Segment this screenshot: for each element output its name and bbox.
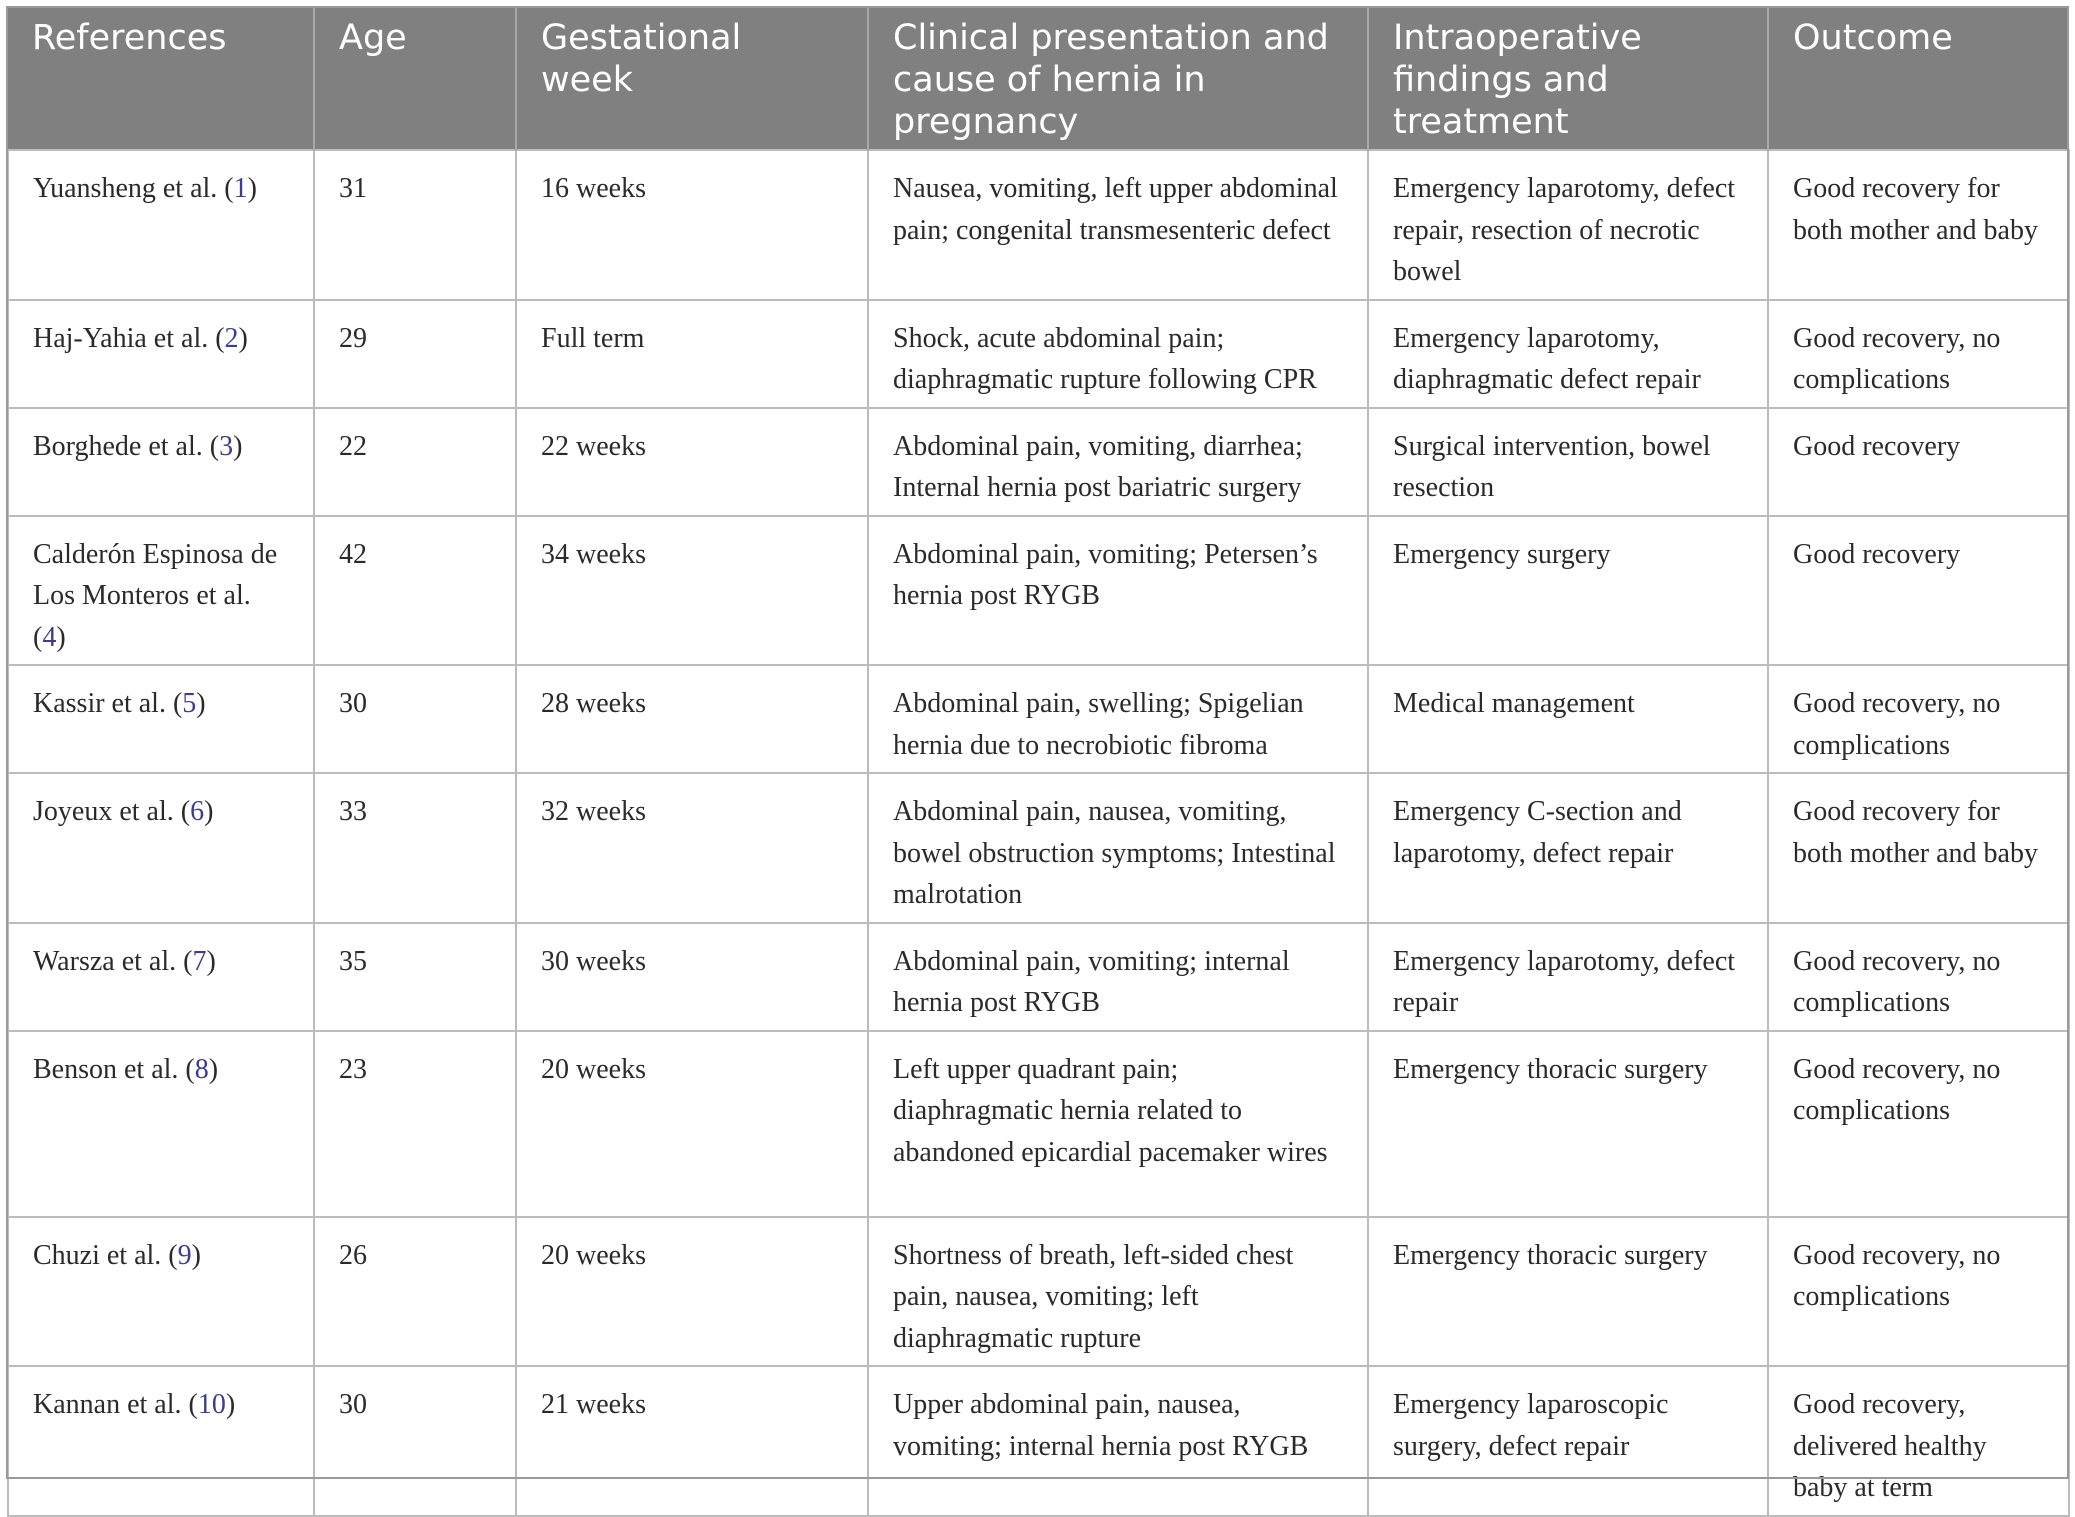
cell-intraoperative-findings: Emergency thoracic surgery <box>1368 1031 1768 1217</box>
table-row <box>8 1366 2069 1516</box>
cell-outcome: Good recovery for both mother and baby <box>1768 773 2069 923</box>
citation-link[interactable]: 4 <box>42 621 57 653</box>
table-row <box>8 516 2069 666</box>
reference-author: Kassir et al. ( <box>33 688 183 719</box>
header-row <box>8 7 2069 150</box>
header-clinical-presentation: Clinical presentation and cause of hernia in pregnancy <box>868 7 1368 150</box>
table-row <box>8 150 2069 300</box>
cell-outcome: Good recovery, delivered healthy baby at term <box>1768 1366 2069 1516</box>
header-intraoperative-findings: Intraoperative findings and treatment <box>1368 7 1768 150</box>
cell-age: 42 <box>314 516 516 666</box>
reference-author: Yuansheng et al. ( <box>33 173 234 204</box>
cell-age: 22 <box>314 408 516 516</box>
reference-author: Warsza et al. ( <box>33 945 193 977</box>
reference-close: ) <box>196 688 206 719</box>
cell-outcome: Good recovery for both mother and baby <box>1768 150 2069 300</box>
cell-reference <box>8 516 314 666</box>
cell-reference <box>8 1217 314 1367</box>
cell-gestational-week: 30 weeks <box>516 923 868 1031</box>
citation-link[interactable]: 2 <box>224 322 239 354</box>
cell-intraoperative-findings: Emergency laparotomy, defect repair <box>1368 923 1768 1031</box>
cell-age: 35 <box>314 923 516 1031</box>
header-age: Age <box>314 7 516 150</box>
cell-gestational-week: 28 weeks <box>516 665 868 773</box>
cell-reference <box>8 408 314 516</box>
reference-close: ) <box>225 1389 236 1420</box>
cell-intraoperative-findings: Emergency laparotomy, defect repair, resection of necrotic bowel <box>1368 150 1768 300</box>
cell-intraoperative-findings: Emergency C-section and laparotomy, defect repair <box>1368 773 1768 923</box>
cell-intraoperative-findings: Emergency laparoscopic surgery, defect repair <box>1368 1366 1768 1516</box>
cell-reference <box>8 1366 314 1516</box>
cell-gestational-week: 20 weeks <box>516 1031 868 1217</box>
cell-gestational-week: 16 weeks <box>516 150 868 300</box>
reference-close: ) <box>206 945 216 977</box>
cell-clinical-presentation: Nausea, vomiting, left upper abdominal pain; congenital transmesenteric defect <box>868 150 1368 300</box>
cell-outcome: Good recovery <box>1768 516 2069 666</box>
table-body <box>8 150 2069 1516</box>
cell-age: 26 <box>314 1217 516 1367</box>
table-row <box>8 1031 2069 1217</box>
reference-close: ) <box>204 796 214 827</box>
reference-author: Haj-Yahia et al. ( <box>33 322 225 354</box>
cell-intraoperative-findings: Emergency thoracic surgery <box>1368 1217 1768 1367</box>
cell-clinical-presentation: Shock, acute abdominal pain; diaphragmatic rupture following CPR <box>868 300 1368 408</box>
cell-clinical-presentation: Abdominal pain, nausea, vomiting, bowel obstruction symptoms; Intestinal malrotation <box>868 773 1368 923</box>
cell-outcome: Good recovery, no complications <box>1768 1031 2069 1217</box>
cell-clinical-presentation: Left upper quadrant pain; diaphragmatic hernia related to abandoned epicardial pacemaker wires <box>868 1031 1368 1217</box>
cell-outcome: Good recovery, no complications <box>1768 923 2069 1031</box>
reference-author: Benson et al. ( <box>33 1053 195 1085</box>
cell-age: 33 <box>314 773 516 923</box>
cell-gestational-week: 20 weeks <box>516 1217 868 1367</box>
table-row <box>8 665 2069 773</box>
reference-close: ) <box>247 173 257 204</box>
cell-age: 30 <box>314 1366 516 1516</box>
cell-reference <box>8 923 314 1031</box>
cell-gestational-week: 21 weeks <box>516 1366 868 1516</box>
table-row <box>8 923 2069 1031</box>
citation-link[interactable]: 5 <box>182 688 197 719</box>
citation-link[interactable]: 6 <box>190 796 205 827</box>
citation-link[interactable]: 8 <box>194 1053 209 1085</box>
cell-outcome: Good recovery, no complications <box>1768 1217 2069 1367</box>
reference-close: ) <box>191 1239 201 1271</box>
cell-outcome: Good recovery, no complications <box>1768 665 2069 773</box>
reference-close: ) <box>233 430 243 462</box>
cell-reference <box>8 150 314 300</box>
table-row <box>8 773 2069 923</box>
cell-clinical-presentation: Abdominal pain, swelling; Spigelian hernia due to necrobiotic fibroma <box>868 665 1368 773</box>
reference-close: ) <box>56 621 66 653</box>
cell-age: 30 <box>314 665 516 773</box>
citation-link[interactable]: 7 <box>192 945 207 977</box>
cell-outcome: Good recovery, no complications <box>1768 300 2069 408</box>
citation-link[interactable]: 1 <box>233 173 248 204</box>
reference-author: Joyeux et al. ( <box>33 796 191 827</box>
cell-intraoperative-findings: Emergency surgery <box>1368 516 1768 666</box>
reference-author: Calderón Espinosa de Los Monteros et al. ( <box>33 538 278 653</box>
cell-clinical-presentation: Abdominal pain, vomiting; internal hernia post RYGB <box>868 923 1368 1031</box>
cell-reference <box>8 1031 314 1217</box>
header-references: References <box>8 7 314 150</box>
cell-intraoperative-findings: Medical management <box>1368 665 1768 773</box>
cell-reference <box>8 665 314 773</box>
citation-link[interactable]: 9 <box>177 1239 192 1271</box>
cell-age: 31 <box>314 150 516 300</box>
cell-clinical-presentation: Upper abdominal pain, nausea, vomiting; internal hernia post RYGB <box>868 1366 1368 1516</box>
reference-close: ) <box>238 322 248 354</box>
cell-clinical-presentation: Abdominal pain, vomiting, diarrhea; Internal hernia post bariatric surgery <box>868 408 1368 516</box>
reference-author: Borghede et al. ( <box>33 430 220 462</box>
citation-link[interactable]: 10 <box>197 1389 226 1420</box>
table-row <box>8 300 2069 408</box>
header-outcome: Outcome <box>1768 7 2069 150</box>
cell-age: 29 <box>314 300 516 408</box>
cell-gestational-week: 22 weeks <box>516 408 868 516</box>
cell-intraoperative-findings: Emergency laparotomy, diaphragmatic defect repair <box>1368 300 1768 408</box>
cell-reference <box>8 300 314 408</box>
table-row <box>8 1217 2069 1367</box>
cell-clinical-presentation: Abdominal pain, vomiting; Petersen’s hernia post RYGB <box>868 516 1368 666</box>
reference-close: ) <box>208 1053 219 1085</box>
table-header <box>8 7 2069 150</box>
cell-outcome: Good recovery <box>1768 408 2069 516</box>
cell-gestational-week: Full term <box>516 300 868 408</box>
cell-reference <box>8 773 314 923</box>
cell-age: 23 <box>314 1031 516 1217</box>
cell-intraoperative-findings: Surgical intervention, bowel resection <box>1368 408 1768 516</box>
header-gestational-week: Gestational week <box>516 7 868 150</box>
cell-clinical-presentation: Shortness of breath, left-sided chest pain, nausea, vomiting; left diaphragmatic rupture <box>868 1217 1368 1367</box>
references-table <box>7 7 2070 1517</box>
cell-gestational-week: 32 weeks <box>516 773 868 923</box>
reference-author: Chuzi et al. ( <box>33 1239 178 1271</box>
table-row <box>8 408 2069 516</box>
cell-gestational-week: 34 weeks <box>516 516 868 666</box>
citation-link[interactable]: 3 <box>219 430 234 462</box>
reference-author: Kannan et al. ( <box>33 1389 198 1420</box>
